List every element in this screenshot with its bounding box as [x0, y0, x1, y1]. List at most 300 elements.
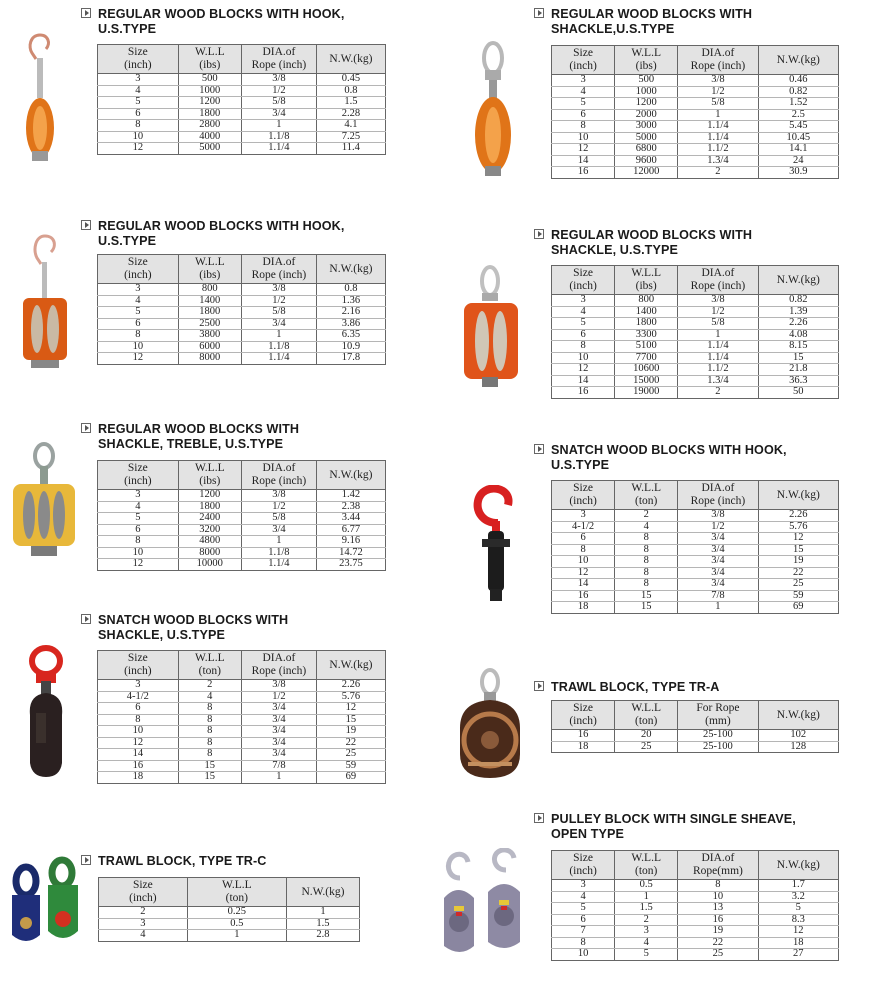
header-dia: DIA.of Rope (inch) — [678, 46, 758, 75]
table-cell: 0.46 — [758, 75, 838, 87]
table-cell: 8.15 — [758, 341, 838, 353]
table-cell: 69 — [758, 602, 838, 614]
table-cell: 3/4 — [678, 556, 758, 568]
table-cell: 1/2 — [241, 691, 316, 703]
table-cell: 15 — [758, 352, 838, 364]
table-row — [552, 86, 839, 98]
table-cell: 25 — [758, 579, 838, 591]
table-cell: 10.45 — [758, 132, 838, 144]
table-cell: 4-1/2 — [98, 691, 179, 703]
table-row — [98, 295, 386, 307]
table-row — [552, 937, 839, 949]
spec-table — [551, 480, 839, 614]
table-row — [98, 490, 386, 502]
table-cell: 4 — [98, 295, 179, 307]
spec-table — [97, 650, 386, 784]
table-cell: 3 — [98, 284, 179, 296]
table-cell: 7/8 — [241, 760, 316, 772]
table-cell: 19000 — [615, 387, 678, 399]
table-cell: 3 — [98, 680, 179, 692]
header-nw: N.W.(kg) — [316, 45, 385, 74]
table-cell: 102 — [758, 730, 838, 742]
wood-block-hook-image — [18, 33, 62, 168]
table-row — [98, 131, 386, 143]
table-cell: 10 — [98, 726, 179, 738]
table-cell: 0.5 — [615, 880, 678, 892]
table-cell: 18 — [98, 772, 179, 784]
header-wll: W.L.L (ton) — [178, 651, 241, 680]
table-cell: 8 — [552, 937, 615, 949]
table-cell: 1000 — [178, 85, 241, 97]
header-size: Size (inch) — [98, 651, 179, 680]
section-title: REGULAR WOOD BLOCKS WITH SHACKLE, U.S.TYPE — [551, 228, 753, 257]
table-row — [552, 375, 839, 387]
table-cell: 0.8 — [316, 85, 385, 97]
table-cell: 1.1/8 — [241, 341, 316, 353]
table-cell: 1.52 — [758, 98, 838, 110]
table-cell: 800 — [615, 295, 678, 307]
table-cell: 10 — [552, 132, 615, 144]
table-cell: 0.8 — [316, 284, 385, 296]
section-title: SNATCH WOOD BLOCKS WITH HOOK, U.S.TYPE — [551, 443, 787, 472]
table-cell: 3200 — [178, 524, 241, 536]
table-row — [99, 930, 360, 942]
table-cell: 2.26 — [758, 318, 838, 330]
table-row — [552, 880, 839, 892]
table-row — [552, 741, 839, 753]
header-wll: W.L.L (ibs) — [615, 266, 678, 295]
arrow-bullet-icon — [81, 220, 91, 230]
table-cell: 3/4 — [678, 533, 758, 545]
table-cell: 1.42 — [316, 490, 385, 502]
header-size: Size (inch) — [98, 255, 179, 284]
table-cell: 1.36 — [316, 295, 385, 307]
table-row — [98, 714, 386, 726]
table-cell: 15 — [178, 760, 241, 772]
table-cell: 0.25 — [187, 907, 286, 919]
header-nw: N.W.(kg) — [316, 461, 385, 490]
table-cell: 3 — [552, 295, 615, 307]
table-cell: 1.39 — [758, 306, 838, 318]
table-cell: 1 — [615, 891, 678, 903]
table-cell: 4000 — [178, 131, 241, 143]
table-cell: 8.3 — [758, 914, 838, 926]
table-cell: 1000 — [615, 86, 678, 98]
table-cell: 2 — [678, 167, 758, 179]
table-cell: 5/8 — [678, 98, 758, 110]
table-cell: 2.26 — [758, 510, 838, 522]
table-cell: 5 — [98, 513, 179, 525]
table-row — [98, 85, 386, 97]
table-row — [552, 75, 839, 87]
table-cell: 16 — [552, 387, 615, 399]
arrow-bullet-icon — [534, 681, 544, 691]
section-heading — [81, 854, 266, 869]
table-cell: 2800 — [178, 120, 241, 132]
table-cell: 1 — [678, 602, 758, 614]
table-cell: 16 — [552, 590, 615, 602]
table-row — [552, 387, 839, 399]
double-wood-block-shackle-image — [458, 265, 522, 390]
header-dia: DIA.of Rope (inch) — [678, 481, 758, 510]
table-row — [552, 109, 839, 121]
table-row — [98, 703, 386, 715]
table-row — [98, 513, 386, 525]
table-cell: 12000 — [615, 167, 678, 179]
header-wll: W.L.L (ibs) — [178, 255, 241, 284]
table-cell: 1.5 — [316, 97, 385, 109]
table-cell: 15000 — [615, 375, 678, 387]
table-cell: 3300 — [615, 329, 678, 341]
table-cell: 4 — [99, 930, 188, 942]
table-cell: 6 — [552, 914, 615, 926]
table-cell: 1/2 — [678, 86, 758, 98]
table-cell: 3 — [552, 880, 615, 892]
table-cell: 17.8 — [316, 353, 385, 365]
table-cell: 8 — [178, 714, 241, 726]
header-nw: N.W.(kg) — [758, 481, 838, 510]
table-row — [552, 579, 839, 591]
table-row — [98, 307, 386, 319]
table-cell: 25-100 — [678, 741, 758, 753]
table-cell: 21.8 — [758, 364, 838, 376]
table-cell: 7.25 — [316, 131, 385, 143]
table-cell: 15 — [615, 590, 678, 602]
section-heading — [534, 228, 752, 258]
section-heading — [81, 422, 299, 452]
header-nw: N.W.(kg) — [758, 266, 838, 295]
table-cell: 3 — [98, 490, 179, 502]
table-row — [552, 914, 839, 926]
table-row — [98, 318, 386, 330]
arrow-bullet-icon — [534, 229, 544, 239]
table-cell: 8 — [98, 120, 179, 132]
table-cell: 1/2 — [241, 295, 316, 307]
table-cell: 8 — [552, 341, 615, 353]
section-heading — [534, 680, 719, 695]
table-cell: 3 — [615, 926, 678, 938]
table-row — [98, 749, 386, 761]
table-cell: 5.45 — [758, 121, 838, 133]
table-cell: 16 — [98, 760, 179, 772]
table-cell: 13 — [678, 903, 758, 915]
arrow-bullet-icon — [534, 444, 544, 454]
table-cell: 1 — [678, 109, 758, 121]
table-cell: 3.2 — [758, 891, 838, 903]
table-cell: 8 — [615, 567, 678, 579]
table-row — [552, 364, 839, 376]
header-wll: W.L.L (ibs) — [615, 46, 678, 75]
table-cell: 25 — [316, 749, 385, 761]
table-cell: 5/8 — [241, 97, 316, 109]
header-size: Size (inch) — [99, 878, 188, 907]
table-cell: 19 — [316, 726, 385, 738]
table-row — [98, 353, 386, 365]
header-size: Size (inch) — [98, 461, 179, 490]
table-cell: 3/4 — [678, 567, 758, 579]
table-cell: 10 — [98, 547, 179, 559]
table-cell: 3/4 — [241, 524, 316, 536]
header-rope: For Rope (mm) — [678, 701, 758, 730]
section-title: REGULAR WOOD BLOCKS WITH HOOK, U.S.TYPE — [98, 219, 345, 248]
table-cell: 4 — [615, 521, 678, 533]
header-wll: W.L.L (ibs) — [178, 461, 241, 490]
table-cell: 3 — [98, 74, 179, 86]
table-cell: 1800 — [178, 108, 241, 120]
table-row — [552, 155, 839, 167]
table-cell: 1.1/2 — [678, 364, 758, 376]
table-cell: 10 — [98, 341, 179, 353]
table-cell: 25 — [615, 741, 678, 753]
table-row — [98, 726, 386, 738]
table-cell: 0.82 — [758, 86, 838, 98]
table-cell: 8 — [98, 536, 179, 548]
spec-table — [97, 460, 386, 571]
table-cell: 12 — [98, 737, 179, 749]
header-size: Size (inch) — [552, 481, 615, 510]
header-wll: W.L.L (ton) — [615, 851, 678, 880]
header-dia: DIA.of Rope (inch) — [241, 461, 316, 490]
table-cell: 1.5 — [615, 903, 678, 915]
table-cell: 8 — [615, 533, 678, 545]
table-row — [552, 318, 839, 330]
table-cell: 4 — [552, 306, 615, 318]
table-cell: 69 — [316, 772, 385, 784]
table-cell: 1.1/2 — [678, 144, 758, 156]
snatch-block-shackle-image — [22, 645, 70, 780]
arrow-bullet-icon — [81, 8, 91, 18]
table-row — [552, 295, 839, 307]
table-row — [99, 907, 360, 919]
table-cell: 2000 — [615, 109, 678, 121]
table-cell: 5000 — [178, 143, 241, 155]
table-cell: 2 — [678, 387, 758, 399]
table-cell: 2 — [99, 907, 188, 919]
table-cell: 2 — [178, 680, 241, 692]
treble-wood-block-shackle-image — [9, 442, 79, 562]
table-row — [552, 352, 839, 364]
table-cell: 3/8 — [241, 284, 316, 296]
table-cell: 6000 — [178, 341, 241, 353]
table-row — [98, 108, 386, 120]
table-cell: 8 — [552, 121, 615, 133]
table-cell: 1 — [241, 120, 316, 132]
arrow-bullet-icon — [534, 813, 544, 823]
table-cell: 2.26 — [316, 680, 385, 692]
table-cell: 5/8 — [241, 513, 316, 525]
table-cell: 8 — [615, 556, 678, 568]
table-cell: 4.08 — [758, 329, 838, 341]
header-nw: N.W.(kg) — [316, 255, 385, 284]
table-cell: 128 — [758, 741, 838, 753]
header-nw: N.W.(kg) — [316, 651, 385, 680]
table-cell: 1200 — [178, 97, 241, 109]
section-heading — [81, 219, 344, 249]
header-dia: DIA.of Rope (inch) — [678, 266, 758, 295]
section-title: REGULAR WOOD BLOCKS WITH SHACKLE,U.S.TYPE — [551, 7, 753, 36]
table-cell: 10 — [552, 556, 615, 568]
section-title: TRAWL BLOCK, TYPE TR-C — [98, 854, 267, 868]
trawl-block-tra-image — [454, 668, 526, 783]
table-cell: 1.3/4 — [678, 375, 758, 387]
table-cell: 1.1/4 — [678, 352, 758, 364]
table-cell: 1 — [241, 330, 316, 342]
table-cell: 50 — [758, 387, 838, 399]
table-cell: 8 — [178, 737, 241, 749]
table-cell: 24 — [758, 155, 838, 167]
table-row — [552, 121, 839, 133]
table-cell: 10 — [678, 891, 758, 903]
table-row — [98, 74, 386, 86]
table-cell: 2.16 — [316, 307, 385, 319]
table-cell: 1.1/8 — [241, 131, 316, 143]
table-cell: 8000 — [178, 353, 241, 365]
table-cell: 11.4 — [316, 143, 385, 155]
table-cell: 3800 — [178, 330, 241, 342]
spec-table — [551, 265, 839, 399]
table-row — [98, 120, 386, 132]
wood-block-shackle-image — [468, 40, 518, 180]
table-cell: 10600 — [615, 364, 678, 376]
spec-table — [98, 877, 360, 942]
table-cell: 0.82 — [758, 295, 838, 307]
section-heading — [534, 443, 787, 473]
table-cell: 8 — [178, 703, 241, 715]
table-cell: 7/8 — [678, 590, 758, 602]
table-row — [552, 544, 839, 556]
spec-table — [551, 700, 839, 753]
section-title: SNATCH WOOD BLOCKS WITH SHACKLE, U.S.TYPE — [98, 613, 289, 642]
table-cell: 6 — [98, 703, 179, 715]
table-cell: 15 — [178, 772, 241, 784]
table-cell: 2.38 — [316, 501, 385, 513]
header-nw: N.W.(kg) — [758, 701, 838, 730]
table-cell: 25 — [678, 949, 758, 961]
section-title: PULLEY BLOCK WITH SINGLE SHEAVE, OPEN TYPE — [551, 812, 796, 841]
table-cell: 6.35 — [316, 330, 385, 342]
table-cell: 1200 — [615, 98, 678, 110]
table-row — [552, 167, 839, 179]
table-cell: 3/8 — [678, 295, 758, 307]
table-cell: 3/8 — [241, 74, 316, 86]
table-cell: 14 — [98, 749, 179, 761]
table-cell: 10 — [552, 949, 615, 961]
table-cell: 3/4 — [241, 726, 316, 738]
table-cell: 1 — [241, 536, 316, 548]
table-cell: 15 — [758, 544, 838, 556]
table-cell: 3/4 — [241, 703, 316, 715]
table-cell: 10000 — [178, 559, 241, 571]
table-row — [98, 341, 386, 353]
header-size: Size (inch) — [552, 266, 615, 295]
table-row — [552, 556, 839, 568]
section-heading — [81, 613, 288, 643]
header-nw: N.W.(kg) — [758, 851, 838, 880]
table-cell: 3/4 — [678, 544, 758, 556]
table-cell: 1/2 — [241, 85, 316, 97]
table-cell: 22 — [316, 737, 385, 749]
spec-table — [97, 44, 386, 155]
header-dia: DIA.of Rope(mm) — [678, 851, 758, 880]
table-cell: 1 — [286, 907, 359, 919]
table-cell: 1.1/4 — [678, 341, 758, 353]
header-nw: N.W.(kg) — [286, 878, 359, 907]
spec-table — [551, 850, 839, 961]
header-dia: DIA.of Rope (inch) — [241, 651, 316, 680]
table-row — [552, 567, 839, 579]
table-row — [98, 284, 386, 296]
table-row — [98, 760, 386, 772]
header-wll: W.L.L (ibs) — [178, 45, 241, 74]
table-cell: 19 — [678, 926, 758, 938]
table-cell: 1.1/4 — [678, 132, 758, 144]
table-cell: 6 — [552, 329, 615, 341]
table-cell: 500 — [178, 74, 241, 86]
table-cell: 12 — [316, 703, 385, 715]
table-cell: 3 — [552, 75, 615, 87]
section-title: REGULAR WOOD BLOCKS WITH SHACKLE, TREBLE, U.S.TYPE — [98, 422, 300, 451]
table-cell: 19 — [758, 556, 838, 568]
section-heading — [534, 812, 796, 842]
header-nw: N.W.(kg) — [758, 46, 838, 75]
table-cell: 23.75 — [316, 559, 385, 571]
table-cell: 12 — [552, 567, 615, 579]
table-cell: 5 — [98, 307, 179, 319]
table-cell: 6 — [98, 524, 179, 536]
table-cell: 3/4 — [678, 579, 758, 591]
table-row — [552, 521, 839, 533]
table-row — [552, 306, 839, 318]
table-cell: 6800 — [615, 144, 678, 156]
table-cell: 0.45 — [316, 74, 385, 86]
table-cell: 18 — [552, 741, 615, 753]
table-cell: 1 — [241, 772, 316, 784]
table-cell: 3 — [99, 918, 188, 930]
table-cell: 6 — [552, 533, 615, 545]
table-cell: 1.1/4 — [241, 143, 316, 155]
header-wll: W.L.L (ton) — [615, 701, 678, 730]
table-cell: 8 — [98, 330, 179, 342]
table-cell: 8 — [615, 544, 678, 556]
table-cell: 5 — [615, 949, 678, 961]
table-cell: 1.1/4 — [241, 559, 316, 571]
table-cell: 2.28 — [316, 108, 385, 120]
table-cell: 3.44 — [316, 513, 385, 525]
table-cell: 1.1/4 — [678, 121, 758, 133]
table-cell: 16 — [678, 914, 758, 926]
spec-table — [551, 45, 839, 179]
table-cell: 59 — [316, 760, 385, 772]
header-size: Size (inch) — [552, 701, 615, 730]
table-cell: 14 — [552, 155, 615, 167]
trawl-block-trc-image — [8, 855, 84, 947]
table-row — [98, 524, 386, 536]
table-row — [552, 903, 839, 915]
table-cell: 1.1/8 — [241, 547, 316, 559]
table-row — [98, 680, 386, 692]
table-cell: 14 — [552, 375, 615, 387]
table-row — [552, 329, 839, 341]
table-cell: 1.1/4 — [241, 353, 316, 365]
arrow-bullet-icon — [81, 614, 91, 624]
table-cell: 12 — [98, 559, 179, 571]
table-cell: 0.5 — [187, 918, 286, 930]
table-row — [552, 730, 839, 742]
header-dia: DIA.of Rope (inch) — [241, 255, 316, 284]
table-cell: 15 — [615, 602, 678, 614]
table-cell: 3/8 — [678, 510, 758, 522]
table-cell: 4 — [552, 86, 615, 98]
